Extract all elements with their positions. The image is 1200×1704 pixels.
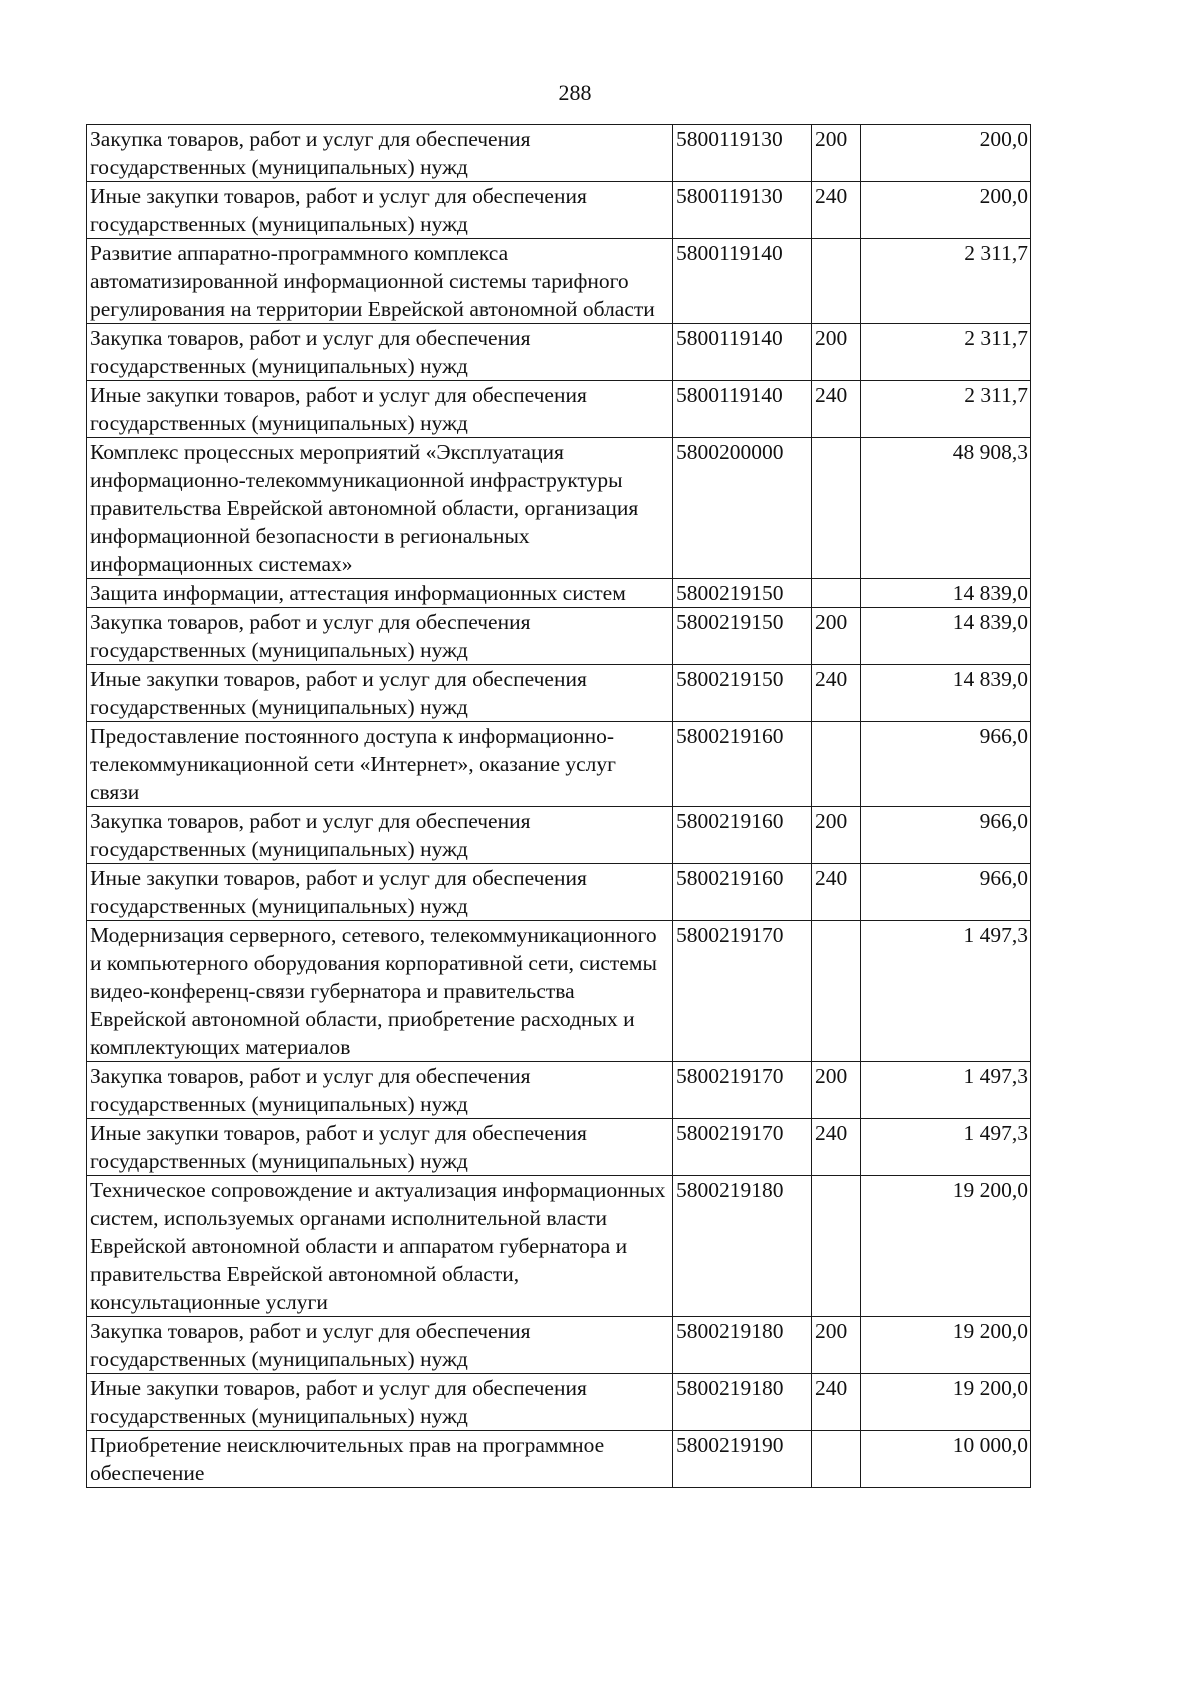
table-row xyxy=(87,381,1031,438)
target-code-cell: 5800219170 xyxy=(673,1062,812,1119)
expense-type-cell: 240 xyxy=(812,182,861,239)
amount-cell: 2 311,7 xyxy=(861,381,1031,438)
amount-cell: 19 200,0 xyxy=(861,1374,1031,1431)
expense-type-cell: 200 xyxy=(812,125,861,182)
target-code-cell: 5800200000 xyxy=(673,438,812,579)
amount-cell: 2 311,7 xyxy=(861,324,1031,381)
amount-cell: 48 908,3 xyxy=(861,438,1031,579)
table-row xyxy=(87,1374,1031,1431)
target-code-cell: 5800119130 xyxy=(673,182,812,239)
expense-name-cell: Иные закупки товаров, работ и услуг для обеспечения государственных (муниципальных) нужд xyxy=(87,864,673,921)
target-code-cell: 5800119140 xyxy=(673,239,812,324)
amount-cell: 1 497,3 xyxy=(861,921,1031,1062)
expense-name-cell: Иные закупки товаров, работ и услуг для обеспечения государственных (муниципальных) нужд xyxy=(87,1119,673,1176)
table-row xyxy=(87,1119,1031,1176)
target-code-cell: 5800219150 xyxy=(673,579,812,608)
expense-type-cell: 240 xyxy=(812,381,861,438)
amount-cell: 1 497,3 xyxy=(861,1062,1031,1119)
target-code-cell: 5800219150 xyxy=(673,665,812,722)
expense-name-cell: Предоставление постоянного доступа к информационно-телекоммуникационной сети «Интернет», оказание услуг связи xyxy=(87,722,673,807)
amount-cell: 1 497,3 xyxy=(861,1119,1031,1176)
table-row xyxy=(87,579,1031,608)
amount-cell: 14 839,0 xyxy=(861,608,1031,665)
expense-name-cell: Закупка товаров, работ и услуг для обеспечения государственных (муниципальных) нужд xyxy=(87,125,673,182)
expense-name-cell: Иные закупки товаров, работ и услуг для обеспечения государственных (муниципальных) нужд xyxy=(87,182,673,239)
expense-type-cell: 240 xyxy=(812,665,861,722)
expense-name-cell: Иные закупки товаров, работ и услуг для обеспечения государственных (муниципальных) нужд xyxy=(87,665,673,722)
expense-name-cell: Иные закупки товаров, работ и услуг для обеспечения государственных (муниципальных) нужд xyxy=(87,1374,673,1431)
target-code-cell: 5800219180 xyxy=(673,1176,812,1317)
expense-type-cell: 200 xyxy=(812,324,861,381)
expense-type-cell: 240 xyxy=(812,864,861,921)
expense-type-cell: 200 xyxy=(812,807,861,864)
expense-type-cell: 200 xyxy=(812,1317,861,1374)
expense-name-cell: Техническое сопровождение и актуализация информационных систем, используемых органами исполнительной власти Еврейской автономной области и аппаратом губернатора и правительства Еврейской автономной области, консультационные услуги xyxy=(87,1176,673,1317)
expense-name-cell: Закупка товаров, работ и услуг для обеспечения государственных (муниципальных) нужд xyxy=(87,608,673,665)
expense-name-cell: Закупка товаров, работ и услуг для обеспечения государственных (муниципальных) нужд xyxy=(87,1317,673,1374)
amount-cell: 2 311,7 xyxy=(861,239,1031,324)
amount-cell: 19 200,0 xyxy=(861,1176,1031,1317)
table-row xyxy=(87,1431,1031,1488)
expense-name-cell: Закупка товаров, работ и услуг для обеспечения государственных (муниципальных) нужд xyxy=(87,324,673,381)
expense-name-cell: Защита информации, аттестация информационных систем xyxy=(87,579,673,608)
expense-type-cell: 240 xyxy=(812,1119,861,1176)
table-row xyxy=(87,239,1031,324)
expense-type-cell xyxy=(812,921,861,1062)
amount-cell: 966,0 xyxy=(861,864,1031,921)
expense-name-cell: Комплекс процессных мероприятий «Эксплуатация информационно-телекоммуникационной инфраструктуры правительства Еврейской автономной области, организация информационной безопасности в региональных информационных системах» xyxy=(87,438,673,579)
expense-type-cell: 200 xyxy=(812,608,861,665)
amount-cell: 966,0 xyxy=(861,807,1031,864)
amount-cell: 19 200,0 xyxy=(861,1317,1031,1374)
target-code-cell: 5800219180 xyxy=(673,1374,812,1431)
table-row xyxy=(87,1317,1031,1374)
table-row xyxy=(87,608,1031,665)
expense-type-cell xyxy=(812,579,861,608)
expense-type-cell xyxy=(812,1176,861,1317)
amount-cell: 14 839,0 xyxy=(861,579,1031,608)
target-code-cell: 5800119140 xyxy=(673,324,812,381)
expense-name-cell: Закупка товаров, работ и услуг для обеспечения государственных (муниципальных) нужд xyxy=(87,1062,673,1119)
table-row xyxy=(87,864,1031,921)
table-row xyxy=(87,1062,1031,1119)
amount-cell: 966,0 xyxy=(861,722,1031,807)
table-row xyxy=(87,665,1031,722)
expense-type-cell xyxy=(812,1431,861,1488)
expense-name-cell: Модернизация серверного, сетевого, телекоммуникационного и компьютерного оборудования корпоративной сети, системы видео-конференц-связи губернатора и правительства Еврейской автономной области, приобретение расходных и комплектующих материалов xyxy=(87,921,673,1062)
expense-name-cell: Закупка товаров, работ и услуг для обеспечения государственных (муниципальных) нужд xyxy=(87,807,673,864)
expense-type-cell xyxy=(812,438,861,579)
expense-name-cell: Приобретение неисключительных прав на программное обеспечение xyxy=(87,1431,673,1488)
page-number: 288 xyxy=(558,80,592,105)
target-code-cell: 5800219150 xyxy=(673,608,812,665)
table-row xyxy=(87,921,1031,1062)
table-row xyxy=(87,324,1031,381)
target-code-cell: 5800219180 xyxy=(673,1317,812,1374)
target-code-cell: 5800119130 xyxy=(673,125,812,182)
target-code-cell: 5800219160 xyxy=(673,864,812,921)
table-row xyxy=(87,125,1031,182)
expense-name-cell: Иные закупки товаров, работ и услуг для обеспечения государственных (муниципальных) нужд xyxy=(87,381,673,438)
target-code-cell: 5800119140 xyxy=(673,381,812,438)
target-code-cell: 5800219160 xyxy=(673,722,812,807)
amount-cell: 200,0 xyxy=(861,182,1031,239)
budget-table-body xyxy=(87,125,1031,1488)
expense-name-cell: Развитие аппаратно-программного комплекса автоматизированной информационной системы тарифного регулирования на территории Еврейской автономной области xyxy=(87,239,673,324)
amount-cell: 200,0 xyxy=(861,125,1031,182)
target-code-cell: 5800219170 xyxy=(673,921,812,1062)
table-row xyxy=(87,807,1031,864)
budget-table xyxy=(86,124,1031,1488)
table-row xyxy=(87,722,1031,807)
target-code-cell: 5800219170 xyxy=(673,1119,812,1176)
target-code-cell: 5800219160 xyxy=(673,807,812,864)
table-row xyxy=(87,182,1031,239)
table-row xyxy=(87,1176,1031,1317)
table-row xyxy=(87,438,1031,579)
amount-cell: 14 839,0 xyxy=(861,665,1031,722)
expense-type-cell xyxy=(812,722,861,807)
amount-cell: 10 000,0 xyxy=(861,1431,1031,1488)
target-code-cell: 5800219190 xyxy=(673,1431,812,1488)
expense-type-cell: 200 xyxy=(812,1062,861,1119)
expense-type-cell: 240 xyxy=(812,1374,861,1431)
expense-type-cell xyxy=(812,239,861,324)
